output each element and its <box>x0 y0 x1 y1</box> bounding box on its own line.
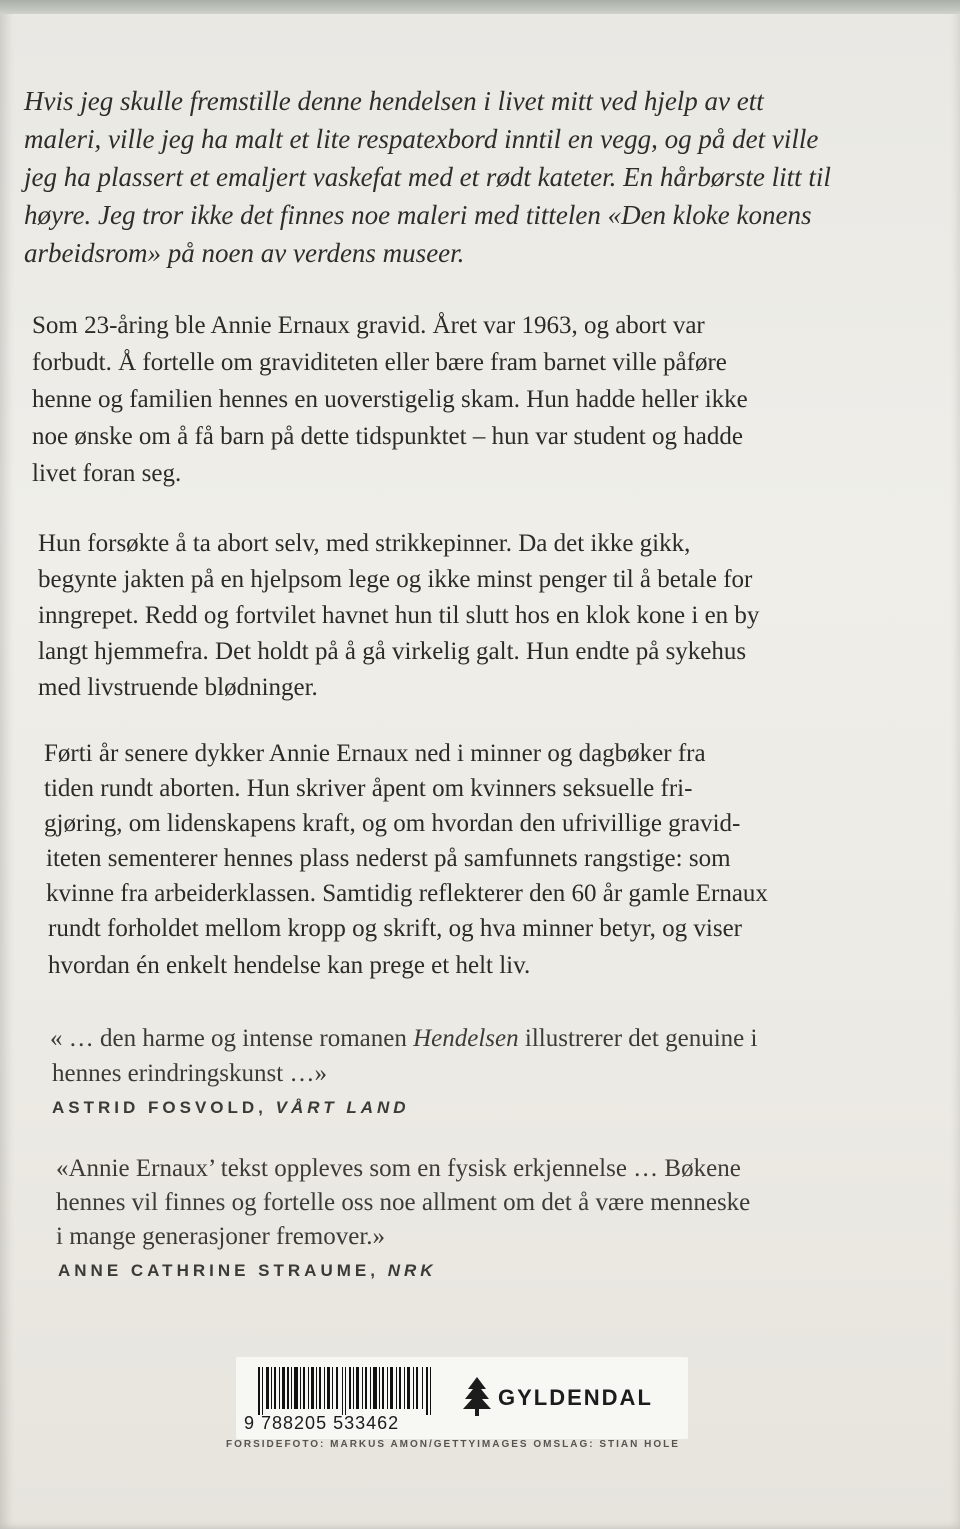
excerpt-line: Hvis jeg skulle fremstille denne hendelsen i livet mitt ved hjelp av ett <box>24 86 764 116</box>
paragraph-line: inngrepet. Redd og fortvilet havnet hun til slutt hos en klok kone i en by <box>38 602 760 629</box>
quote-attribution <box>58 1261 437 1281</box>
excerpt-line: maleri, ville jeg ha malt et lite respatexbord inntil en vegg, og på det ville <box>24 124 819 154</box>
paragraph-line: noe ønske om å få barn på dette tidspunktet – hun var student og hadde <box>32 423 743 450</box>
paragraph-line: gjøring, om lidenskapens kraft, og om hvordan den ufrivillige gravid- <box>44 810 741 837</box>
paragraph-line: henne og familien hennes en uoverstigelig skam. Hun hadde heller ikke <box>32 386 748 413</box>
cover-credits: FORSIDEFOTO: MARKUS AMON/GETTYIMAGES OMSLAG: STIAN HOLE <box>226 1439 680 1450</box>
excerpt-line: arbeidsrom» på noen av verdens museer. <box>24 238 465 268</box>
excerpt-line: jeg ha plassert et emaljert vaskefat med et rødt kateter. En hårbørste litt til <box>24 162 831 192</box>
quote-attribution <box>52 1098 410 1118</box>
quote-line: i mange generasjoner fremover.» <box>56 1223 386 1250</box>
quote-author: ANNE CATHRINE STRAUME, <box>58 1261 379 1280</box>
paragraph-line: hvordan én enkelt hendelse kan prege et helt liv. <box>48 952 531 979</box>
paragraph-line: livet foran seg. <box>32 460 182 487</box>
paragraph-line: langt hjemmefra. Det holdt på å gå virkelig galt. Hun endte på sykehus <box>38 638 747 665</box>
quote-source: VÅRT LAND <box>275 1098 410 1117</box>
paragraph-line: tiden rundt aborten. Hun skriver åpent om kvinners seksuelle fri- <box>44 775 693 802</box>
paragraph-line: forbudt. Å fortelle om graviditeten eller bære fram barnet ville påføre <box>32 349 727 376</box>
paragraph-line: kvinne fra arbeiderklassen. Samtidig reflekterer den 60 år gamle Ernaux <box>46 880 768 907</box>
quote-line: hennes vil finnes og fortelle oss noe allment om det å være menneske <box>56 1189 751 1216</box>
quote-text: « … den harme og intense romanen <box>50 1025 414 1052</box>
publisher-name: GYLDENDAL <box>498 1385 653 1410</box>
book-title: Hendelsen <box>413 1025 519 1052</box>
quote-line: hennes erindringskunst …» <box>52 1060 327 1087</box>
barcode <box>258 1367 434 1415</box>
paragraph-line: Førti år senere dykker Annie Ernaux ned i minner og dagbøker fra <box>44 740 706 767</box>
paragraph-line: Som 23-åring ble Annie Ernaux gravid. Året var 1963, og abort var <box>32 312 705 339</box>
barcode-label <box>236 1357 688 1439</box>
excerpt-line: høyre. Jeg tror ikke det finnes noe maleri med tittelen «Den kloke konens <box>24 200 812 230</box>
quote-line: «Annie Ernaux’ tekst oppleves som en fysisk erkjennelse … Bøkene <box>56 1155 741 1182</box>
tree-icon <box>462 1377 492 1417</box>
paragraph-line: Hun forsøkte å ta abort selv, med strikkepinner. Da det ikke gikk, <box>38 530 691 557</box>
paragraph-line: rundt forholdet mellom kropp og skrift, og hva minner betyr, og viser <box>48 915 743 942</box>
quote-author: ASTRID FOSVOLD, <box>52 1098 267 1117</box>
quote-source: NRK <box>387 1261 437 1280</box>
paragraph-line: begynte jakten på en hjelpsom lege og ikke minst penger til å betale for <box>38 566 753 593</box>
isbn-number: 9 788205 533462 <box>244 1413 400 1433</box>
cover-top-edge <box>0 0 960 14</box>
paragraph-line: iteten sementerer hennes plass nederst på samfunnets rangstige: som <box>46 845 731 872</box>
quote-text: illustrerer det genuine i <box>518 1025 758 1052</box>
quote-line <box>50 1025 757 1053</box>
paragraph-line: med livstruende blødninger. <box>38 674 318 701</box>
